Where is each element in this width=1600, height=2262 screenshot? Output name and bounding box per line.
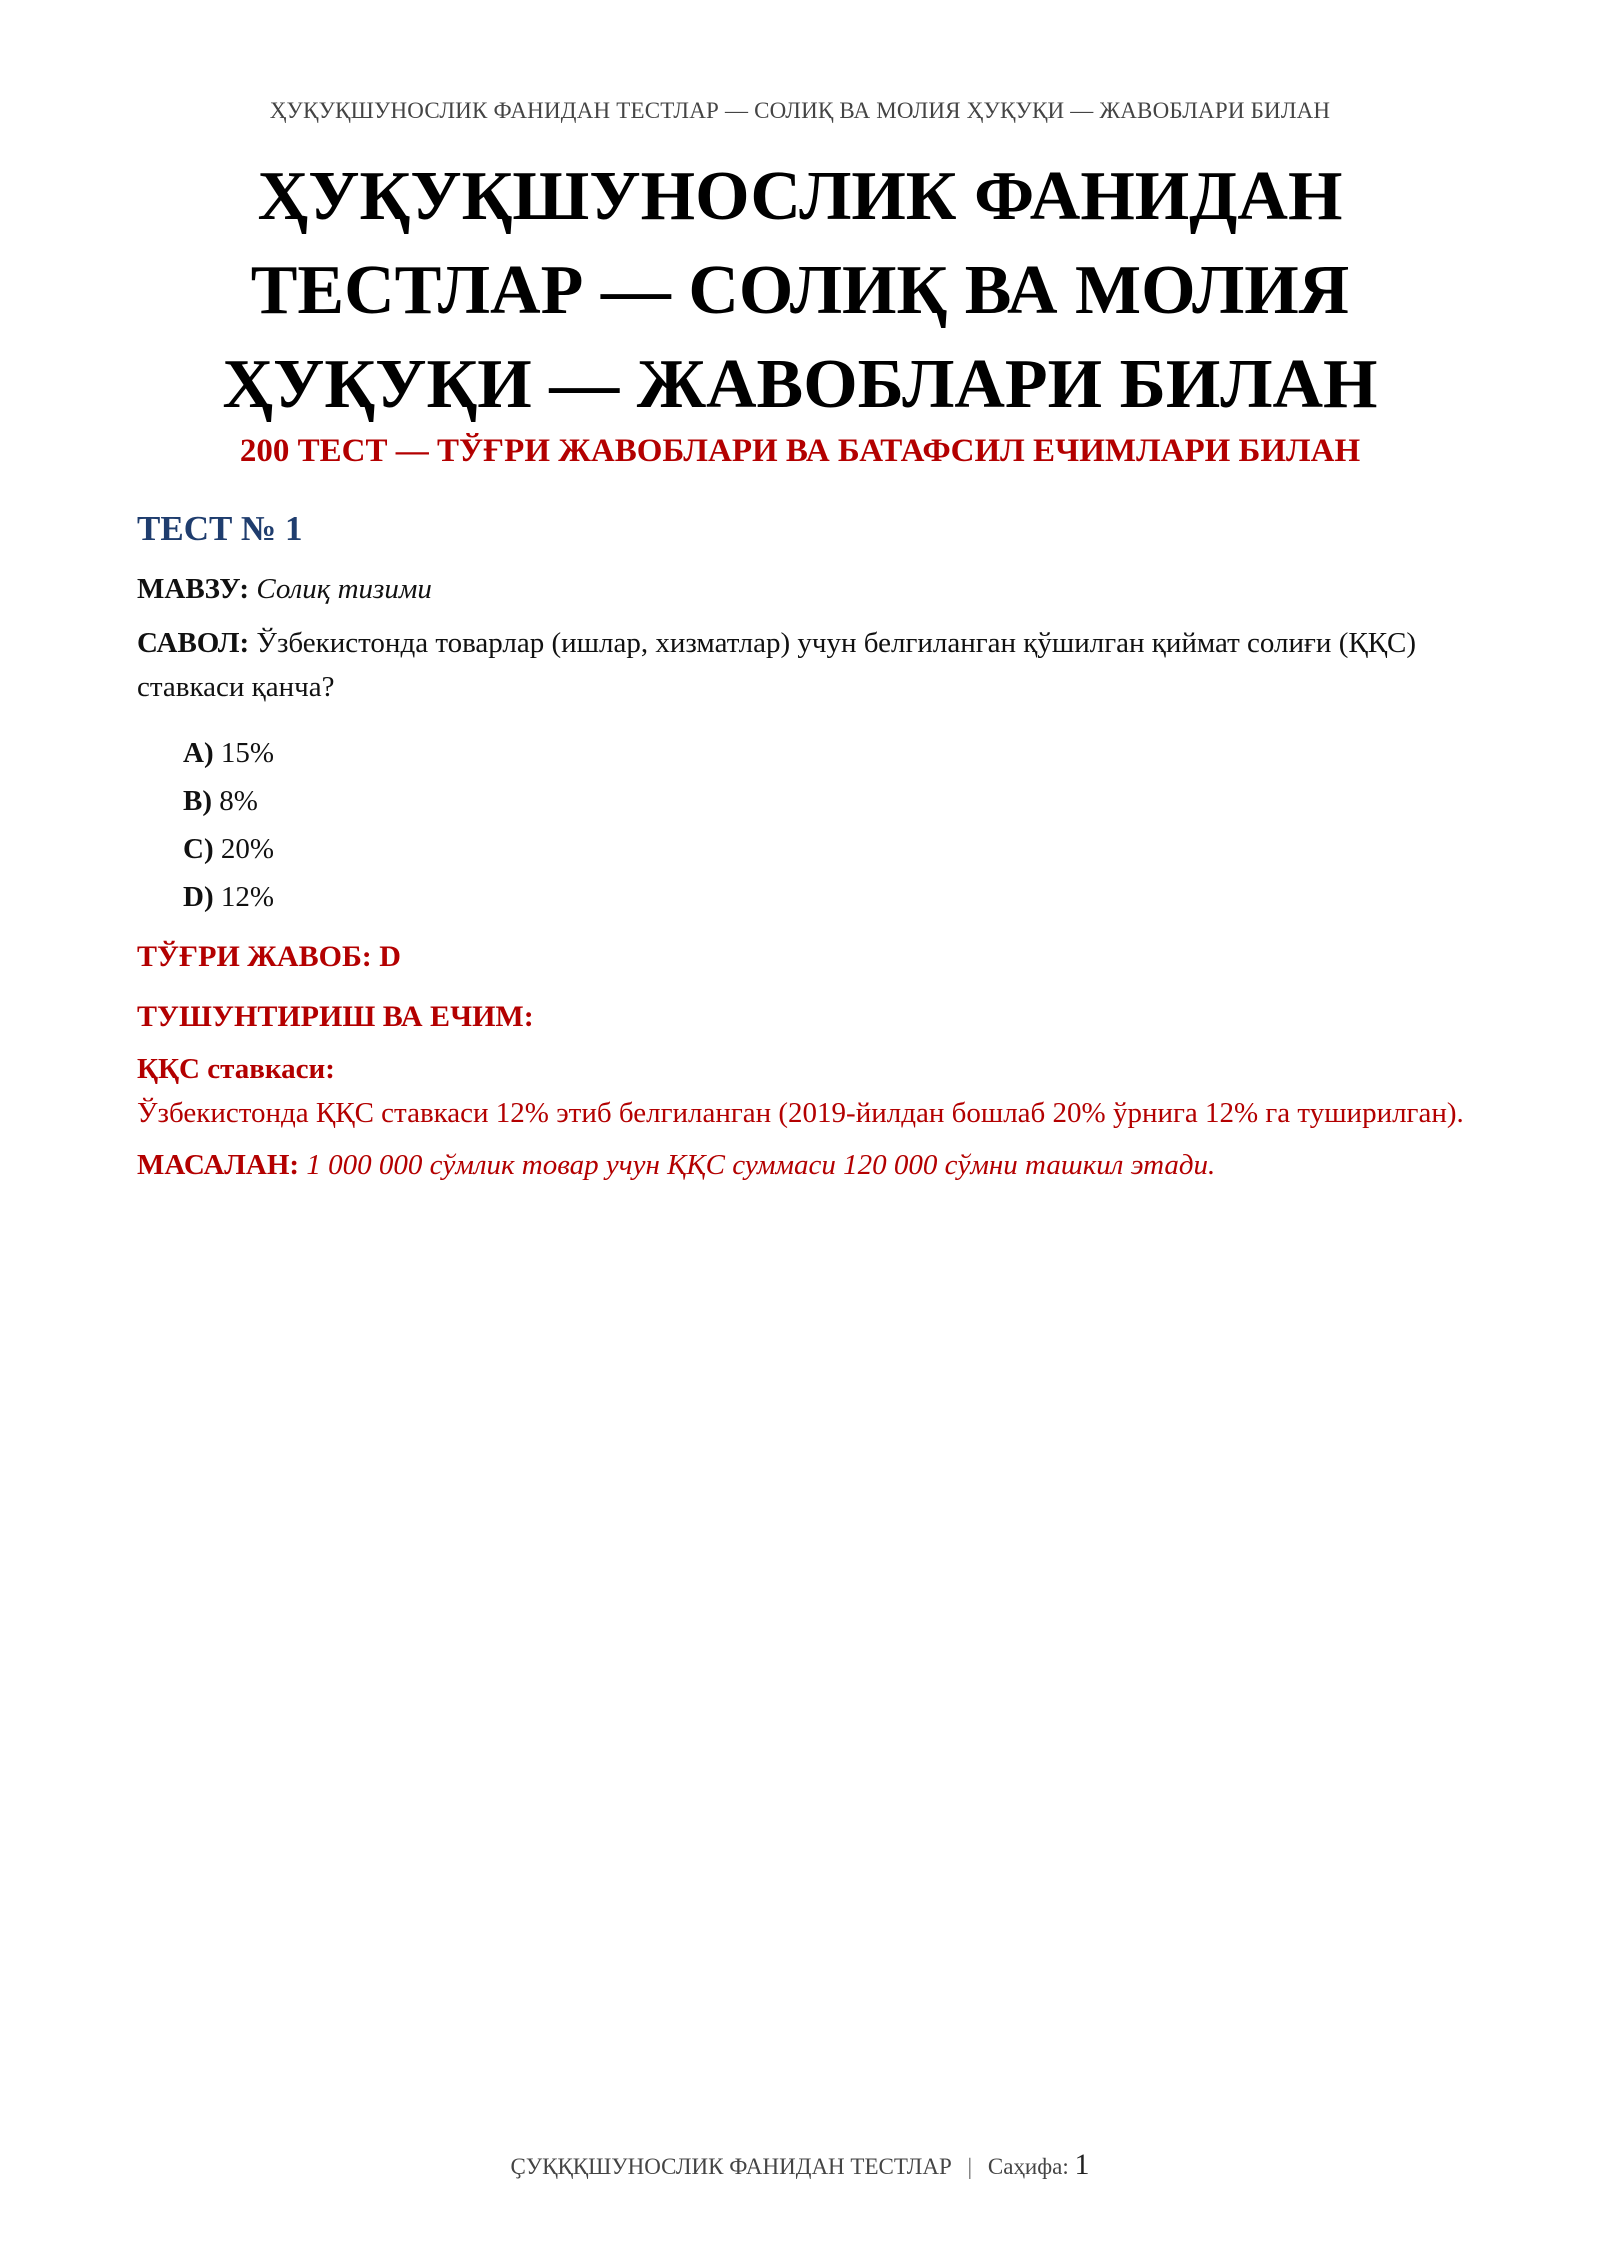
document-subtitle: 200 ТЕСТ — ТЎҒРИ ЖАВОБЛАРИ ВА БАТАФСИЛ ЕЧИМЛАРИ БИЛАН	[239, 433, 1361, 469]
correct-answer: ТЎҒРИ ЖАВОБ: D	[137, 940, 401, 973]
option-text: 12%	[220, 881, 275, 913]
option-letter: C)	[183, 833, 214, 865]
explanation-subheading: ҚҚС ставкаси:	[137, 1053, 335, 1085]
test-block	[137, 505, 1467, 1187]
explanation-heading: ТУШУНТИРИШ ВА ЕЧИМ:	[137, 1000, 534, 1033]
document-title	[160, 150, 1440, 432]
option-a	[183, 729, 1467, 777]
option-letter: B)	[183, 785, 212, 817]
option-text: 20%	[220, 833, 275, 865]
topic-label: МАВЗУ:	[137, 573, 250, 605]
footer-text: ҪУҚҚҚШУНОСЛИК ФАНИДАН ТЕСТЛАР	[510, 2154, 952, 2179]
page-number: 1	[1074, 2148, 1090, 2181]
page-label: Саҳифа:	[987, 2154, 1069, 2179]
title-line-1: ҲУҚУҚШУНОСЛИК ФАНИДАН	[257, 158, 1343, 235]
example-label: МАСАЛАН:	[137, 1149, 300, 1181]
option-d	[183, 873, 1467, 921]
answer-options	[137, 729, 1467, 921]
option-letter: A)	[183, 737, 214, 769]
page-footer	[0, 2148, 1600, 2182]
test-topic	[137, 567, 1467, 611]
option-c	[183, 825, 1467, 873]
option-letter: D)	[183, 881, 214, 913]
question-label: САВОЛ:	[137, 627, 250, 659]
option-text: 8%	[219, 785, 258, 817]
test-question	[137, 621, 1467, 709]
question-text: Ўзбекистонда товарлар (ишлар, хизматлар) учун белгиланган қўшилган қиймат солиғи (ҚҚС) ставкаси қанча?	[137, 627, 1417, 703]
title-line-3: ҲУҚУҚИ — ЖАВОБЛАРИ БИЛАН	[222, 346, 1378, 423]
example	[137, 1143, 1467, 1187]
example-text: 1 000 000 сўмлик товар учун ҚҚС суммаси 120 000 сўмни ташкил этади.	[306, 1149, 1216, 1181]
title-line-2: ТЕСТЛАР — СОЛИҚ ВА МОЛИЯ	[250, 252, 1350, 329]
test-heading: ТЕСТ № 1	[137, 509, 303, 548]
running-header: ҲУҚУҚШУНОСЛИК ФАНИДАН ТЕСТЛАР — СОЛИҚ ВА МОЛИЯ ҲУҚУҚИ — ЖАВОБЛАРИ БИЛАН	[269, 98, 1331, 123]
topic-value: Солиқ тизими	[256, 573, 432, 605]
explanation-text: Ўзбекистонда ҚҚС ставкаси 12% этиб белгиланган (2019-йилдан бошлаб 20% ўрнига 12% га туширилган).	[137, 1097, 1464, 1129]
footer-separator: |	[967, 2154, 973, 2179]
option-b	[183, 777, 1467, 825]
option-text: 15%	[220, 737, 275, 769]
